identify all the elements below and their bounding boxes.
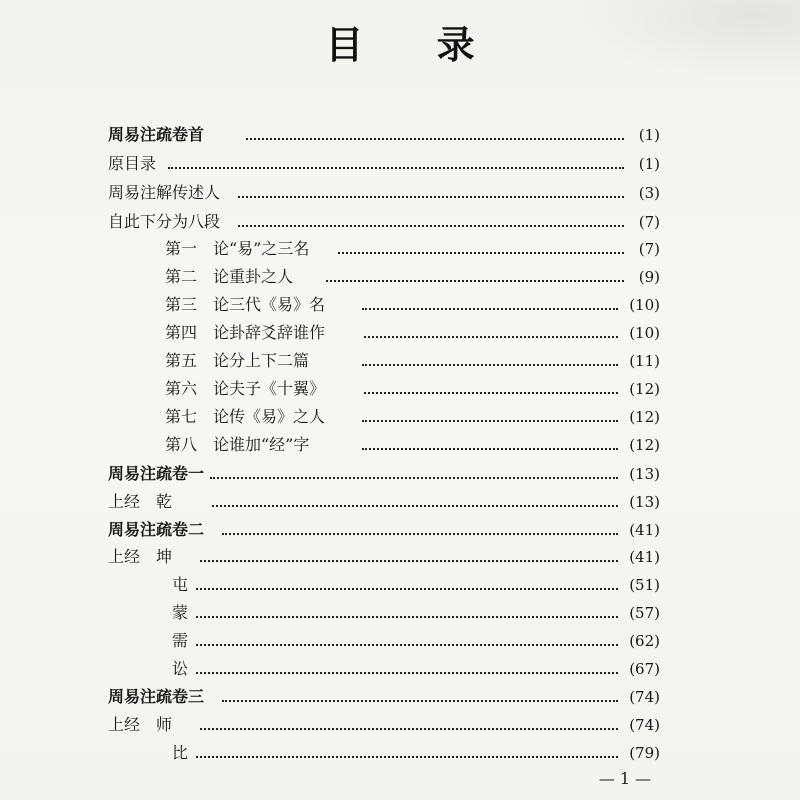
toc-entry-page: (41) (629, 548, 660, 566)
dot-leader (196, 588, 618, 590)
toc-entry-title: 周易注疏卷二 (108, 520, 205, 539)
dot-leader (212, 505, 618, 507)
toc-entry[interactable] (0, 627, 800, 655)
page-number: — 1 — (598, 769, 652, 788)
toc-entry-page: (79) (629, 744, 660, 762)
toc-entry[interactable] (0, 121, 800, 149)
toc-entry[interactable] (0, 150, 800, 178)
toc-entry[interactable] (0, 571, 800, 599)
toc-entry[interactable] (0, 599, 800, 627)
toc-entry[interactable] (0, 683, 800, 711)
toc-entry-title: 自此下分为八段 (108, 212, 221, 231)
toc-entry-page: (11) (629, 352, 660, 370)
toc-entry-title: 第三 论三代《易》名 (165, 295, 326, 314)
toc-entry[interactable] (0, 460, 800, 488)
toc-entry-title: 第七 论传《易》之人 (165, 407, 326, 426)
toc-entry-page: (7) (638, 240, 660, 258)
dot-leader (196, 616, 618, 618)
page-title: 目 录 (325, 23, 505, 67)
toc-entry-title: 蒙 (172, 603, 189, 622)
dot-leader (168, 167, 624, 169)
toc-entry[interactable] (0, 431, 800, 459)
toc-entry[interactable] (0, 347, 800, 375)
dot-leader (196, 756, 618, 758)
toc-entry-title: 屯 (172, 575, 189, 594)
toc-entry-title: 讼 (172, 659, 189, 678)
toc-entry-page: (13) (629, 465, 660, 483)
toc-entry[interactable] (0, 739, 800, 767)
toc-entry-title: 第一 论“易”之三名 (165, 239, 310, 258)
toc-entry-page: (74) (629, 688, 660, 706)
toc-entry-title: 第四 论卦辞爻辞谁作 (165, 323, 326, 342)
toc-entry[interactable] (0, 263, 800, 291)
dot-leader (210, 477, 618, 479)
toc-entry-page: (13) (629, 493, 660, 511)
toc-entry[interactable] (0, 179, 800, 207)
dot-leader (200, 728, 618, 730)
toc-entry-page: (1) (638, 126, 660, 144)
toc-entry-page: (12) (629, 436, 660, 454)
toc-entry[interactable] (0, 291, 800, 319)
toc-entry-page: (10) (629, 324, 660, 342)
toc-entry-page: (1) (638, 155, 660, 173)
dot-leader (338, 252, 624, 254)
toc-entry[interactable] (0, 516, 800, 544)
toc-entry-title: 上经 乾 (108, 492, 173, 511)
toc-entry-title: 第八 论谁加“经”字 (165, 435, 310, 454)
toc-entry-title: 需 (172, 631, 189, 650)
dot-leader (238, 225, 624, 227)
toc-entry[interactable] (0, 375, 800, 403)
toc-entry-page: (12) (629, 380, 660, 398)
toc-entry-title: 第二 论重卦之人 (165, 267, 294, 286)
dot-leader (364, 392, 618, 394)
dot-leader (222, 700, 618, 702)
toc-entry[interactable] (0, 319, 800, 347)
dot-leader (200, 560, 618, 562)
dot-leader (362, 448, 618, 450)
toc-entry-page: (57) (629, 604, 660, 622)
toc-entry-title: 上经 坤 (108, 547, 173, 566)
dot-leader (246, 138, 624, 140)
dot-leader (222, 533, 618, 535)
toc-entry-title: 比 (172, 743, 189, 762)
toc-entry-title: 周易注疏卷首 (108, 125, 205, 144)
toc-entry-title: 周易注疏卷三 (108, 687, 205, 706)
toc-entry[interactable] (0, 403, 800, 431)
toc-entry-title: 第五 论分上下二篇 (165, 351, 310, 370)
toc-entry-title: 原目录 (108, 154, 157, 173)
toc-entry-page: (9) (638, 268, 660, 286)
toc-entry[interactable] (0, 543, 800, 571)
dot-leader (196, 672, 618, 674)
toc-entry[interactable] (0, 235, 800, 263)
dot-leader (326, 280, 624, 282)
toc-entry-page: (3) (638, 184, 660, 202)
toc-entry-page: (41) (629, 521, 660, 539)
dot-leader (196, 644, 618, 646)
toc-entry[interactable] (0, 488, 800, 516)
dot-leader (362, 308, 618, 310)
toc-entry-page: (7) (638, 213, 660, 231)
toc-entry-page: (12) (629, 408, 660, 426)
dot-leader (238, 196, 624, 198)
dot-leader (364, 336, 618, 338)
toc-entry-page: (62) (629, 632, 660, 650)
toc-entry[interactable] (0, 655, 800, 683)
toc-entry-title: 周易注解传述人 (108, 183, 221, 202)
dot-leader (362, 420, 618, 422)
toc-entry-title: 第六 论夫子《十翼》 (165, 379, 326, 398)
toc-entry-title: 周易注疏卷一 (108, 464, 205, 483)
toc-entry-title: 上经 师 (108, 715, 173, 734)
toc-entry-page: (10) (629, 296, 660, 314)
toc-entry[interactable] (0, 711, 800, 739)
toc-entry-page: (51) (629, 576, 660, 594)
toc-entry-page: (67) (629, 660, 660, 678)
toc-entry[interactable] (0, 208, 800, 236)
toc-entry-page: (74) (629, 716, 660, 734)
dot-leader (362, 364, 618, 366)
